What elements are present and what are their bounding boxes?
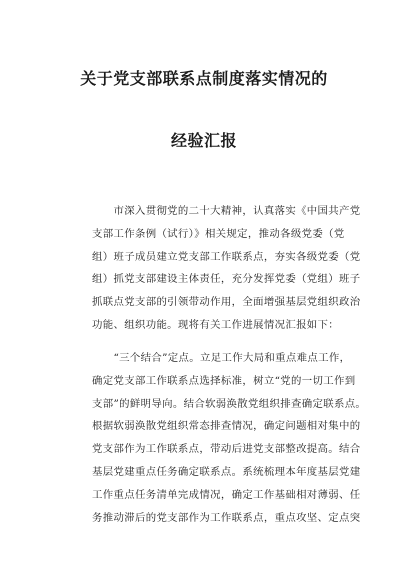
paragraph-line: 工作重点任务清单完成情况，确定工作基础相对薄弱、任 (92, 488, 361, 501)
paragraph-line: 组）抓党支部建设主体责任，充分发挥党委（党组）班子 (92, 273, 361, 286)
paragraph-1 (92, 200, 361, 337)
paragraph-line: 组）班子成员建立党支部工作联系点，夯实各级党委（党 (92, 250, 361, 263)
paragraph-line: 功能、组织功能。现将有关工作进展情况汇报如下： (92, 318, 340, 331)
document-title-line-2: 经验汇报 (170, 131, 237, 150)
paragraph-2 (92, 347, 367, 529)
document-title-line-1: 关于党支部联系点制度落实情况的 (80, 69, 328, 88)
paragraph-line: “三个结合”定点。立足工作大局和重点难点工作， (92, 352, 351, 364)
paragraph-line: 抓联点党支部的引领带动作用，全面增强基层党组织政治 (92, 296, 361, 309)
paragraph-line: 党支部作为工作联系点，带动后进党支部整改提高。结合 (92, 443, 361, 456)
paragraph-line: 务推动滞后的党支部作为工作联系点，重点攻坚、定点突 (92, 511, 361, 524)
paragraph-line: 确定党支部工作联系点选择标准，树立“党的一切工作到 (92, 374, 356, 387)
paragraph-line: 支部工作条例（试行）》相关规定，推动各级党委（党 (92, 227, 345, 240)
paragraph-line: 根据软弱涣散党组织常态排查情况，确定问题相对集中的 (92, 420, 361, 433)
paragraph-line: 基层党建重点任务确定联系点。系统梳理本年度基层党建 (92, 465, 361, 478)
paragraph-line: 市深入贯彻党的二十大精神，认真落实《中国共产党 (92, 205, 361, 217)
paragraph-line: 支部”的鲜明导向。结合软弱涣散党组织排查确定联系点。 (92, 397, 367, 410)
